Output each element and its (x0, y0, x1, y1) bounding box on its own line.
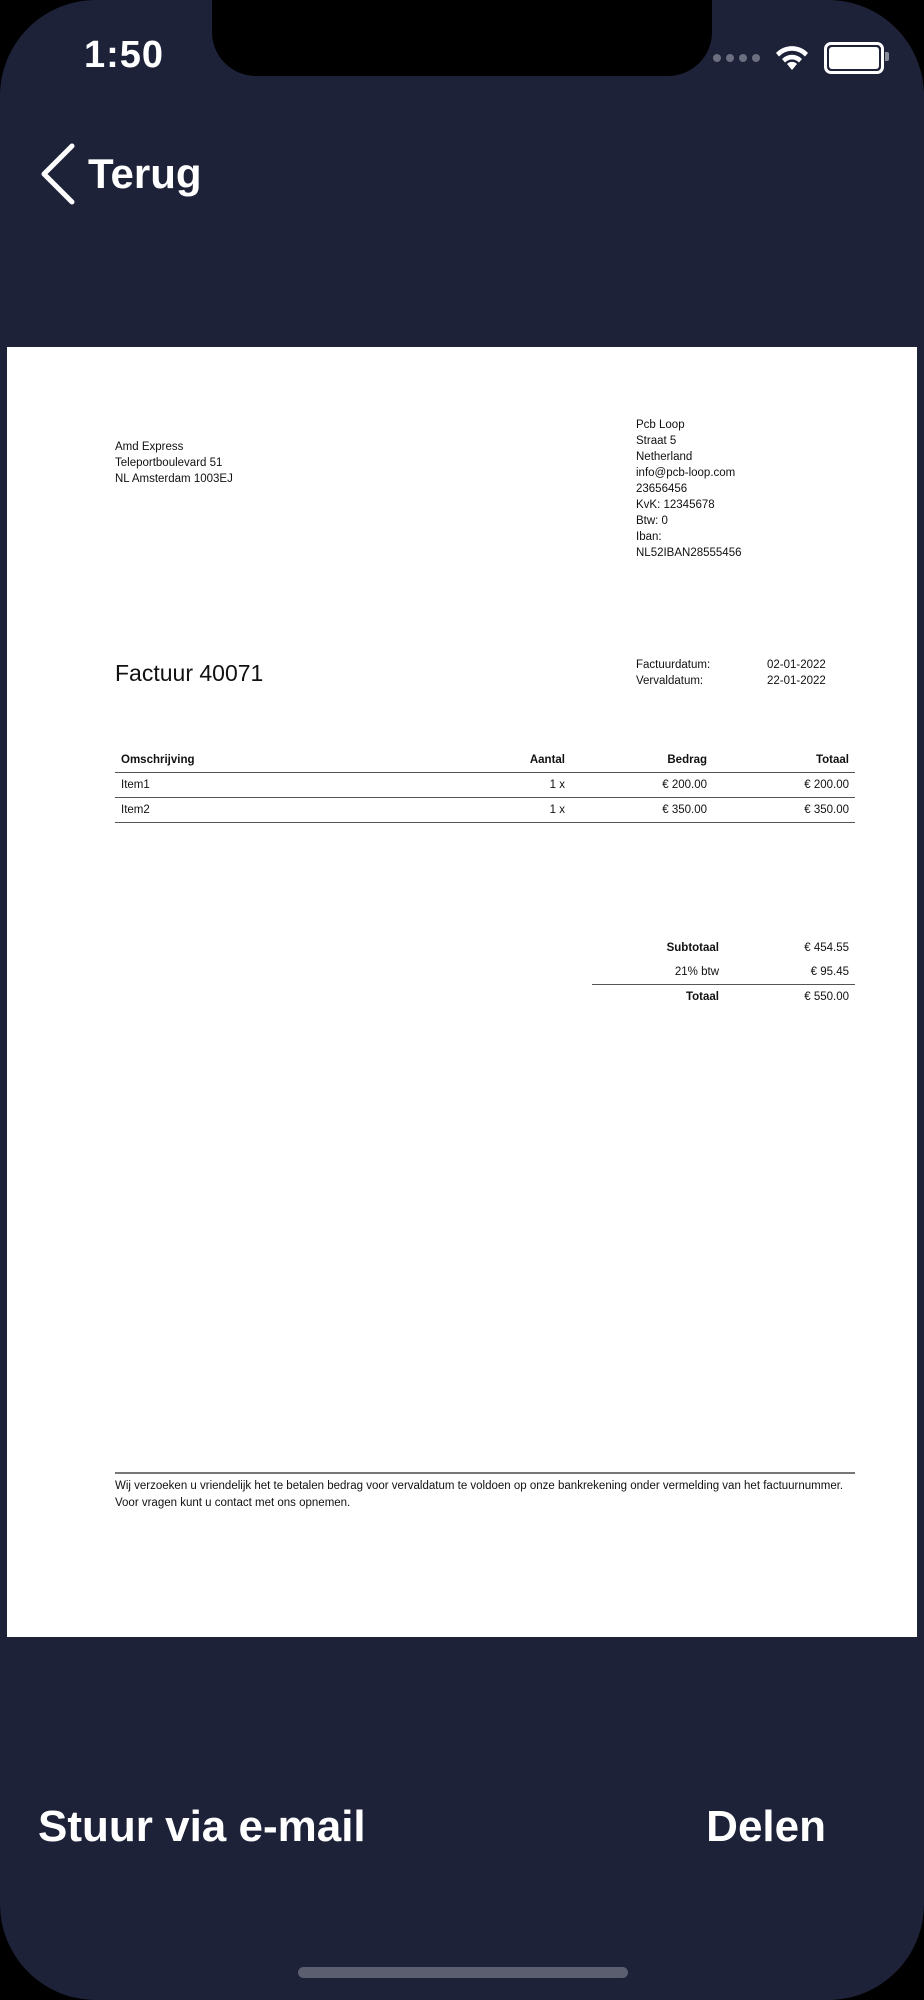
totals-table (592, 936, 855, 1009)
vat-row: 21% btw € 95.45 (674, 966, 849, 978)
wifi-icon (774, 44, 810, 72)
status-icons (713, 42, 884, 74)
column-amount: Bedrag (571, 747, 713, 773)
invoice-title: Factuur 40071 (115, 660, 264, 686)
battery-icon (824, 42, 884, 74)
column-total: Totaal (713, 747, 855, 773)
recipient-address: Amd Express Teleportboulevard 51 NL Amsterdam 1003EJ (115, 441, 233, 485)
date-values: 02-01-2022 22-01-2022 (767, 659, 826, 687)
device-notch (212, 0, 712, 76)
column-quantity: Aantal (429, 747, 571, 773)
invoice-document (7, 347, 917, 1637)
sender-details: Pcb Loop Straat 5 Netherland info@pcb-loop.com 23656456 KvK: 12345678 Btw: 0 Iban: NL52IBAN28555456 (636, 419, 742, 559)
footer-divider (115, 1472, 855, 1474)
back-label: Terug (88, 150, 202, 197)
table-header (115, 747, 855, 773)
share-button[interactable]: Delen (706, 1802, 826, 1851)
footer-note: Wij verzoeken u vriendelijk het te betalen bedrag voor vervaldatum te voldoen op onze bankrekening onder vermelding van het factuurnummer. Voor vragen kunt u contact met ons opnemen. (115, 1480, 844, 1509)
column-description: Omschrijving (115, 747, 429, 773)
send-email-button[interactable]: Stuur via e-mail (38, 1802, 366, 1851)
back-button[interactable] (38, 142, 202, 206)
date-labels: Factuurdatum: Vervaldatum: (636, 659, 711, 687)
grand-total-row: Totaal € 550.00 (592, 985, 855, 1010)
home-indicator[interactable] (298, 1967, 628, 1978)
subtotal-row: Subtotaal € 454.55 (666, 942, 849, 954)
line-items-table (115, 747, 855, 823)
cellular-signal-icon (713, 54, 760, 62)
chevron-left-icon (38, 142, 78, 206)
table-row: Item1 1 x € 200.00 € 200.00 (115, 773, 855, 798)
table-row: Item2 1 x € 350.00 € 350.00 (115, 798, 855, 823)
status-time: 1:50 (84, 34, 165, 76)
